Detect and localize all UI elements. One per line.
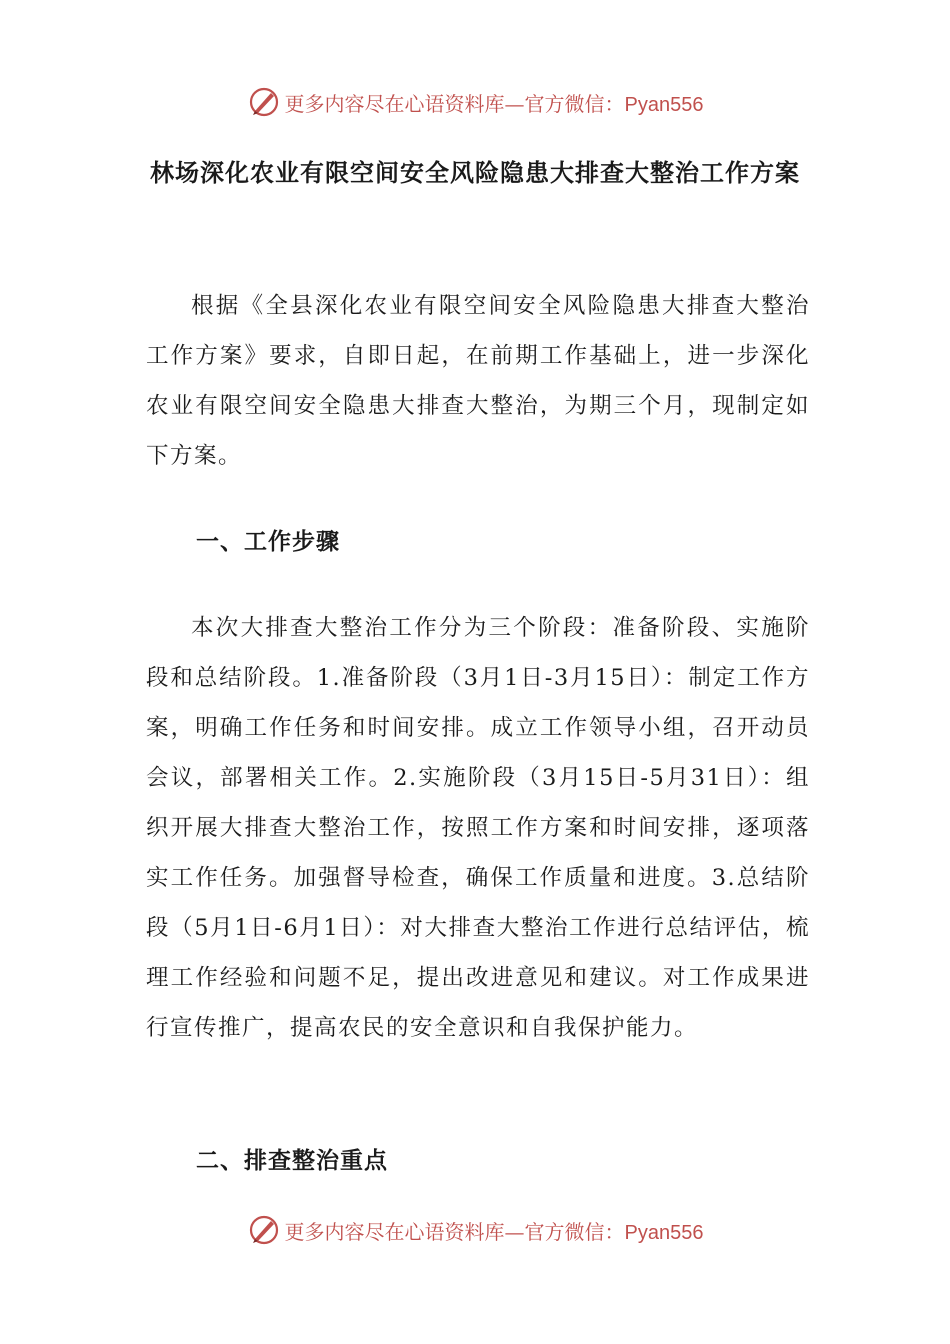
banner-wechat-id: Pyan556 [624,1221,704,1244]
section-heading-work-steps: 一、工作步骤 [196,528,340,555]
header-banner [0,82,950,122]
footer-banner [0,1210,950,1250]
pen-circle-logo-icon [247,85,281,119]
work-steps-paragraph: 本次大排查大整治工作分为三个阶段：准备阶段、实施阶段和总结阶段。1.准备阶段（3月1日-3月15日）：制定工作方案，明确工作任务和时间安排。成立工作领导小组，召开动员会议，部署相关工作。2.实施阶段（3月15日-5月31日）：组织开展大排查大整治工作，按照工作方案和时间安排，逐项落实工作任务。加强督导检查，确保工作质量和进度。3.总结阶段（5月1日-6月1日）：对大排查大整治工作进行总结评估，梳理工作经验和问题不足，提出改进意见和建议。对工作成果进行宣传推广，提高农民的安全意识和自我保护能力。 [146,615,810,1041]
intro-paragraph: 根据《全县深化农业有限空间安全风险隐患大排查大整治工作方案》要求，自即日起，在前期工作基础上，进一步深化农业有限空间安全隐患大排查大整治，为期三个月，现制定如下方案。 [146,293,810,469]
document-title: 林场深化农业有限空间安全风险隐患大排查大整治工作方案 [150,158,800,187]
pen-circle-logo-icon [247,1213,281,1247]
section-heading-key-points: 二、排查整治重点 [196,1147,388,1174]
banner-wechat-id: Pyan556 [624,93,704,116]
banner-text: 更多内容尽在心语资料库—官方微信：Pyan556 [284,91,704,116]
banner-text: 更多内容尽在心语资料库—官方微信：Pyan556 [284,1219,704,1244]
